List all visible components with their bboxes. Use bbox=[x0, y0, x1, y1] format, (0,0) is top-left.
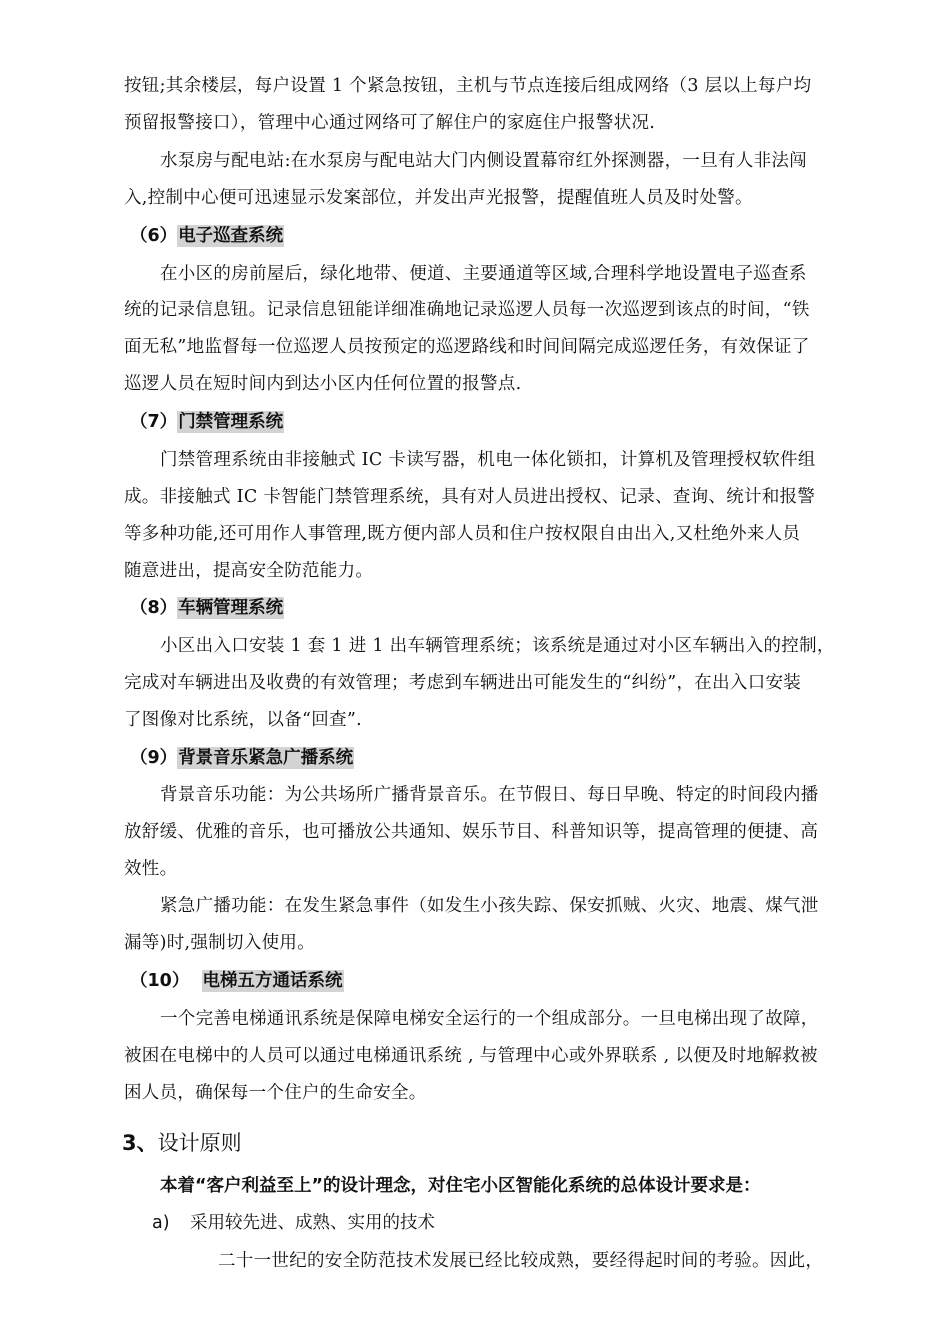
text-line: 放舒缓、优雅的音乐，也可播放公共通知、娱乐节目、科普知识等，提高管理的便捷、高 bbox=[124, 822, 819, 842]
heading-number: （8） bbox=[130, 598, 178, 618]
text-line: 随意进出，提高安全防范能力。 bbox=[124, 561, 374, 581]
heading-number: （10） bbox=[130, 971, 190, 991]
heading-title: 车辆管理系统 bbox=[178, 598, 284, 618]
text-line: 一个完善电梯通讯系统是保障电梯安全运行的一个组成部分。一旦电梯出现了故障， bbox=[160, 1009, 819, 1029]
section-heading-9 bbox=[130, 745, 354, 771]
heading-title: 门禁管理系统 bbox=[178, 412, 284, 432]
section-heading-8 bbox=[130, 595, 284, 621]
heading-number: （7） bbox=[130, 412, 178, 432]
text-line: 困人员，确保每一个住户的生命安全。 bbox=[124, 1083, 427, 1103]
text-line: 背景音乐功能：为公共场所广播背景音乐。在节假日、每日早晚、特定的时间段内播 bbox=[160, 785, 819, 805]
text-line: 等多种功能,还可用作人事管理,既方便内部人员和住户按权限自由出入,又杜绝外来人员 bbox=[124, 524, 801, 544]
text-line: 紧急广播功能：在发生紧急事件（如发生小孩失踪、保安抓贼、火灾、地震、煤气泄 bbox=[160, 896, 819, 916]
text-line: 统的记录信息钮。记录信息钮能详细准确地记录巡逻人员每一次巡逻到该点的时间，“铁 bbox=[124, 300, 810, 320]
text-line: 成。非接触式 IC 卡智能门禁管理系统，具有对人员进出授权、记录、查询、统计和报警 bbox=[124, 487, 816, 507]
text-line: 预留报警接口），管理中心通过网络可了解住户的家庭住户报警状况. bbox=[124, 113, 656, 133]
section-number: 3、 bbox=[122, 1131, 158, 1155]
list-title: 采用较先进、成熟、实用的技术 bbox=[190, 1213, 435, 1233]
heading-title: 电梯五方通话系统 bbox=[202, 971, 343, 991]
text-line: 完成对车辆进出及收费的有效管理；考虑到车辆进出可能发生的“纠纷”，在出入口安装 bbox=[124, 673, 802, 693]
text-line: 在小区的房前屋后，绿化地带、便道、主要通道等区域,合理科学地设置电子巡查系 bbox=[160, 264, 807, 284]
heading-title: 背景音乐紧急广播系统 bbox=[178, 748, 354, 768]
heading-number: （6） bbox=[130, 226, 178, 246]
text-line: 二十一世纪的安全防范技术发展已经比较成熟，要经得起时间的考验。因此， bbox=[218, 1251, 824, 1271]
text-line: 水泵房与配电站:在水泵房与配电站大门内侧设置幕帘红外探测器，一旦有人非法闯 bbox=[160, 151, 807, 171]
list-label: a) bbox=[152, 1213, 170, 1233]
section-intro: 本着“客户利益至上”的设计理念，对住宅小区智能化系统的总体设计要求是： bbox=[160, 1176, 761, 1196]
text-line: 效性。 bbox=[124, 859, 178, 879]
text-line: 被困在电梯中的人员可以通过电梯通讯系统 , 与管理中心或外界联系 , 以便及时地解救被 bbox=[124, 1046, 818, 1066]
section-title-3 bbox=[122, 1128, 242, 1158]
section-heading-10 bbox=[130, 968, 344, 994]
text-line: 了图像对比系统，以备“回查”. bbox=[124, 710, 362, 730]
text-line: 小区出入口安装 1 套 1 进 1 出车辆管理系统；该系统是通过对小区车辆出入的控制， bbox=[160, 636, 835, 656]
section-heading-7 bbox=[130, 409, 284, 435]
section-title-text: 设计原则 bbox=[157, 1131, 242, 1155]
section-heading-6 bbox=[130, 223, 284, 249]
text-line: 巡逻人员在短时间内到达小区内任何位置的报警点. bbox=[124, 374, 522, 394]
text-line: 漏等)时,强制切入使用。 bbox=[124, 933, 315, 953]
heading-title: 电子巡查系统 bbox=[178, 226, 284, 246]
text-line: 面无私”地监督每一位巡逻人员按预定的巡逻路线和时间间隔完成巡逻任务，有效保证了 bbox=[124, 337, 810, 357]
heading-number: （9） bbox=[130, 748, 178, 768]
text-line: 门禁管理系统由非接触式 IC 卡读写器，机电一体化锁扣，计算机及管理授权软件组 bbox=[160, 450, 816, 470]
text-line: 入,控制中心便可迅速显示发案部位，并发出声光报警，提醒值班人员及时处警。 bbox=[124, 188, 753, 208]
text-line: 按钮;其余楼层，每户设置 1 个紧急按钮，主机与节点连接后组成网络（3 层以上每户均 bbox=[124, 76, 812, 96]
